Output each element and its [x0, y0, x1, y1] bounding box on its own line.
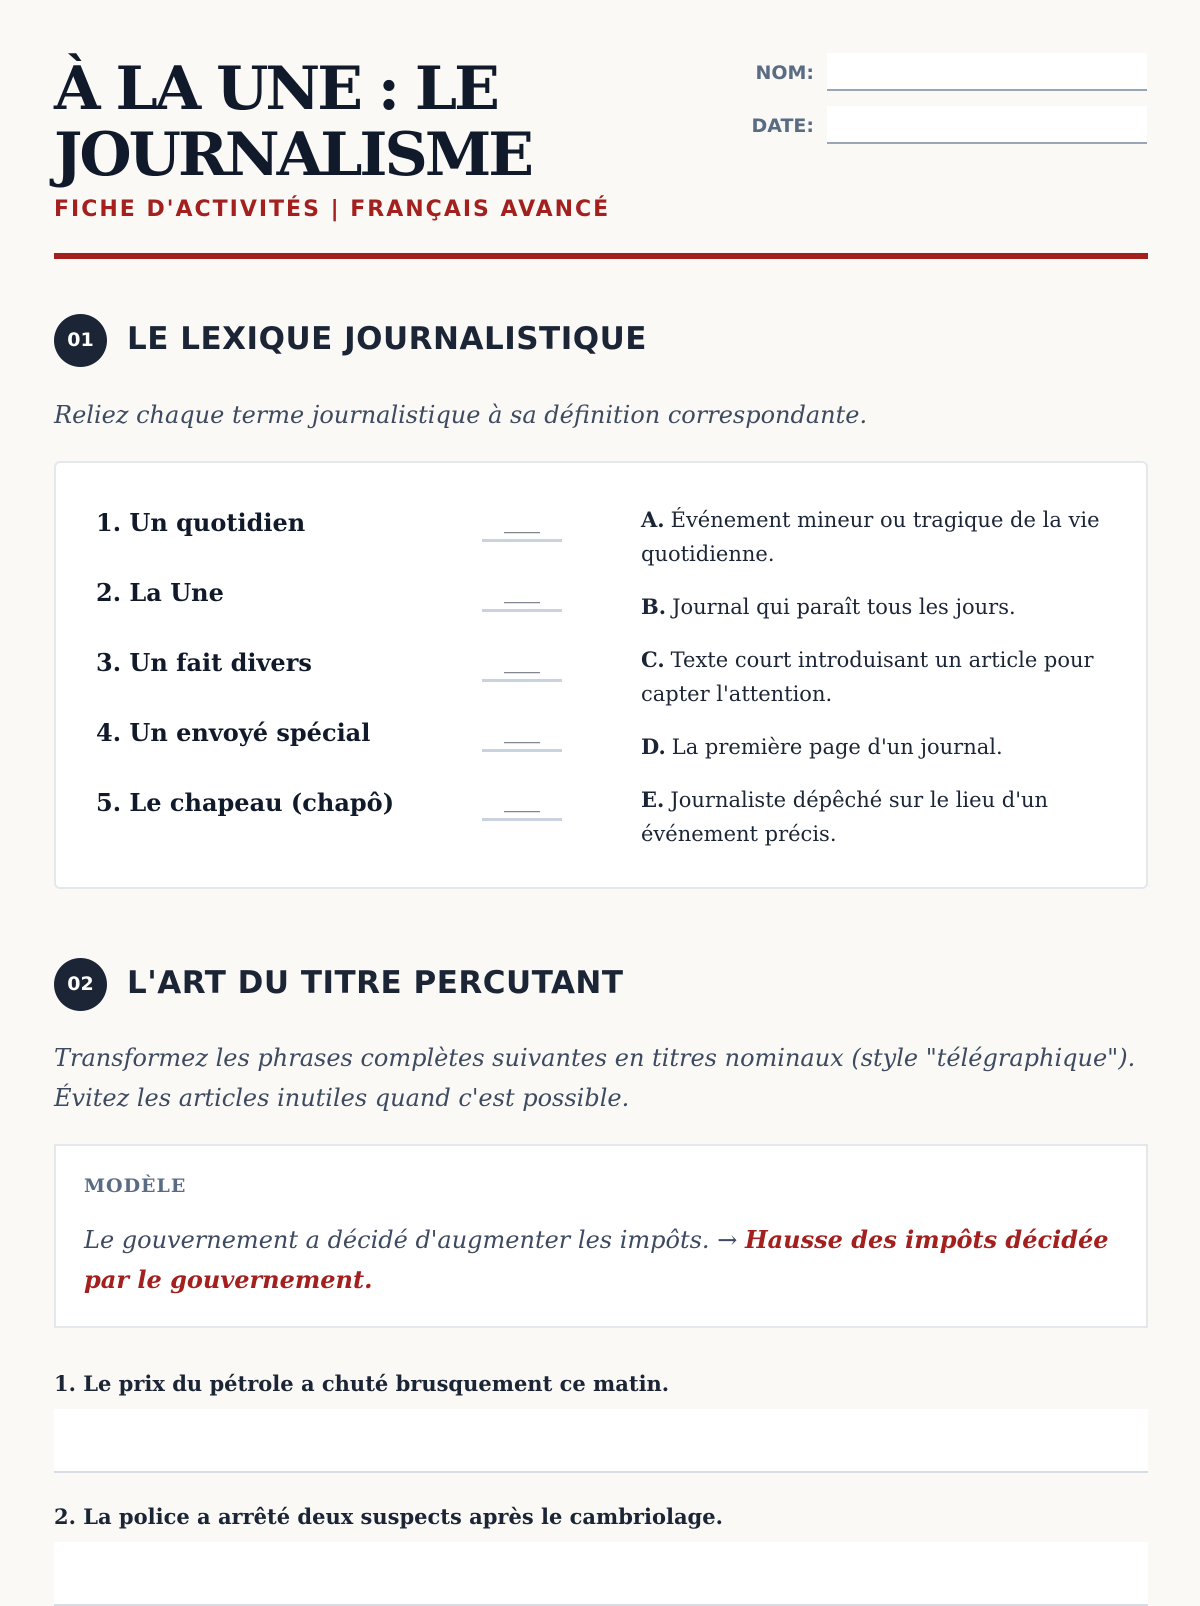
exercise-2-question: 2. La police a arrêté deux suspects après le cambriolage. [54, 1504, 723, 1529]
definition-text: Texte court introduisant un article pour capter l'attention. [641, 648, 1094, 706]
page-title [54, 56, 694, 188]
definition-letter: C. [641, 647, 665, 672]
term-1: 1. Un quotidien [96, 508, 306, 537]
section-2-number-badge: 02 [54, 958, 107, 1011]
term-2: 2. La Une [96, 578, 224, 607]
definition-letter: B. [641, 594, 667, 619]
section-2-title: L'ART DU TITRE PERCUTANT [127, 965, 624, 1001]
model-sentence: Le gouvernement a décidé d'augmenter les impôts. → [84, 1226, 745, 1254]
answer-blank-3[interactable]: ____ [482, 644, 562, 682]
definition-a [641, 503, 1111, 571]
definition-text: Événement mineur ou tragique de la vie quotidienne. [641, 508, 1100, 566]
model-example [84, 1220, 1114, 1300]
answer-blank-4[interactable]: ____ [482, 714, 562, 752]
model-answer: Hausse des impôts décidée par le gouvernement. [84, 1225, 1109, 1294]
term-3: 3. Un fait divers [96, 648, 312, 677]
section-1-title: LE LEXIQUE JOURNALISTIQUE [127, 321, 647, 357]
section-1-instruction: Reliez chaque terme journalistique à sa définition correspondante. [54, 401, 868, 429]
date-row [720, 106, 1148, 146]
definition-b [641, 590, 1111, 624]
term-5: 5. Le chapeau (chapô) [96, 788, 395, 817]
model-example-box [54, 1144, 1148, 1328]
definition-d [641, 730, 1111, 764]
definition-letter: E. [641, 787, 665, 812]
definition-text: Journaliste dépêché sur le lieu d'un événement précis. [641, 788, 1049, 846]
exercise-1-answer-input[interactable] [54, 1409, 1148, 1473]
section-2-instruction: Transformez les phrases complètes suivantes en titres nominaux (style "télégraphique"). Évitez les articles inutiles quand c'est possible. [54, 1044, 1136, 1112]
matching-card [54, 461, 1148, 889]
model-label: MODÈLE [84, 1175, 187, 1197]
date-label: DATE: [751, 115, 814, 137]
header-divider [54, 253, 1148, 259]
title-line-2: JOURNALISME [54, 120, 531, 190]
answer-blank-2[interactable]: ____ [482, 574, 562, 612]
definition-c [641, 643, 1111, 711]
definition-letter: D. [641, 734, 666, 759]
exercise-1-question: 1. Le prix du pétrole a chuté brusquement ce matin. [54, 1371, 670, 1396]
section-1-number-badge: 01 [54, 314, 107, 367]
nom-label: NOM: [755, 62, 814, 84]
page-subtitle: FICHE D'ACTIVITÉS | FRANÇAIS AVANCÉ [54, 197, 611, 222]
answer-blank-1[interactable]: ____ [482, 504, 562, 542]
definition-e [641, 783, 1111, 851]
nom-input[interactable] [827, 53, 1147, 91]
title-line-1: À LA UNE : LE [54, 54, 497, 124]
exercise-2-answer-input[interactable] [54, 1542, 1148, 1606]
definition-letter: A. [641, 507, 665, 532]
definition-text: La première page d'un journal. [671, 735, 1003, 759]
definition-text: Journal qui paraît tous les jours. [672, 595, 1016, 619]
date-input[interactable] [827, 106, 1147, 144]
term-4: 4. Un envoyé spécial [96, 718, 371, 747]
nom-row [720, 53, 1148, 93]
answer-blank-5[interactable]: ____ [482, 783, 562, 821]
